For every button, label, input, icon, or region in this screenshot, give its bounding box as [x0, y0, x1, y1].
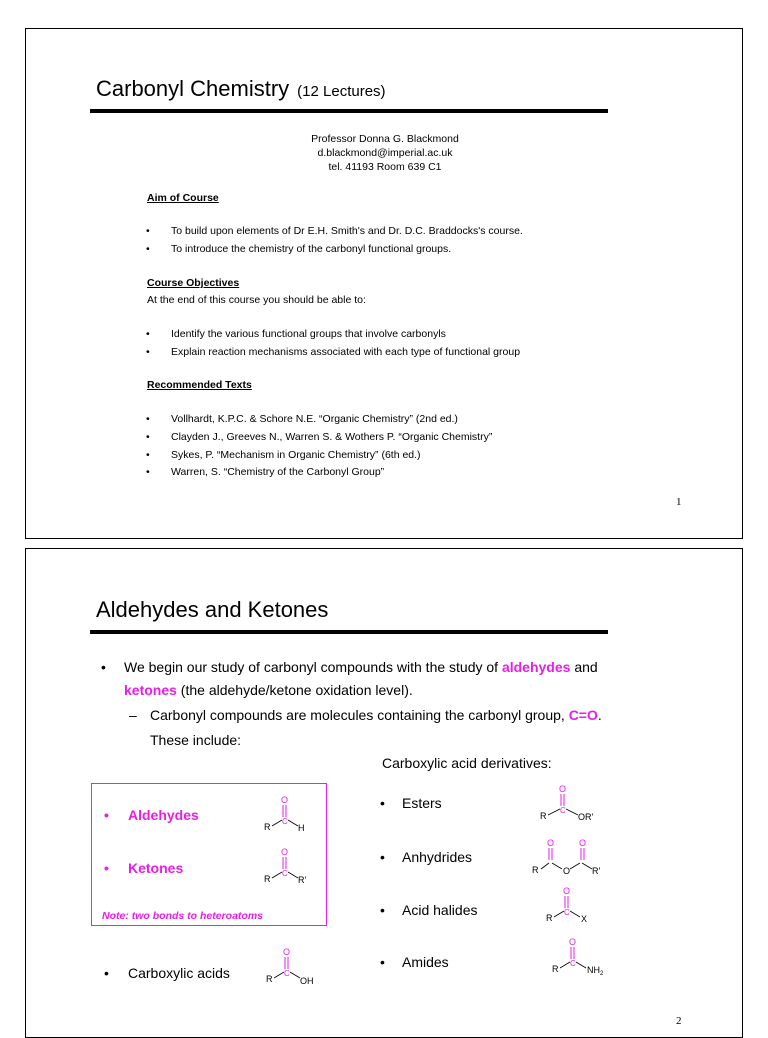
- professor-email: d.blackmond@imperial.ac.uk: [317, 147, 453, 159]
- halogen-atom: X: [581, 914, 588, 924]
- aldehyde-structure: [264, 795, 324, 840]
- oxygen-atom: O: [579, 838, 587, 848]
- slide-1: [25, 28, 743, 539]
- derivative-label: Amides: [402, 954, 449, 970]
- title-rule: [90, 630, 608, 634]
- intro-text: (the aldehyde/ketone oxidation level).: [176, 682, 413, 698]
- intro-bullet: •: [101, 659, 106, 675]
- hydroxyl-group: OH: [300, 976, 314, 986]
- oxygen-atom: O: [281, 847, 289, 857]
- box-item-ketones: • Ketones: [104, 860, 184, 876]
- derivative-item-esters: • Esters: [380, 795, 442, 811]
- r-group: R: [540, 811, 547, 821]
- alkoxy-group: OR': [578, 812, 594, 822]
- derivatives-heading: Carboxylic acid derivatives:: [382, 755, 552, 771]
- amide-structure: [552, 937, 622, 984]
- r-group: R: [552, 964, 559, 974]
- r-group: R: [266, 974, 273, 984]
- oxygen-atom: O: [569, 937, 577, 947]
- oxygen-atom: O: [281, 795, 289, 805]
- amino-subscript: 2: [600, 971, 604, 977]
- acid-halide-structure: [546, 886, 606, 933]
- page-number: 1: [676, 496, 682, 508]
- objective-item-text: Explain reaction mechanisms associated with each type of functional group: [171, 346, 521, 358]
- slide-2: [25, 548, 743, 1038]
- oxygen-atom: O: [547, 838, 555, 848]
- r-prime-group: R': [298, 875, 307, 885]
- objective-item: • Identify the various functional groups that involve carbonyls: [146, 328, 446, 340]
- derivative-label: Acid halides: [402, 902, 478, 918]
- oxygen-atom: O: [283, 947, 291, 957]
- text-item-text: Clayden J., Greeves N., Warren S. & Wothers P. “Organic Chemistry”: [171, 431, 493, 443]
- professor-name: Professor Donna G. Blackmond: [311, 133, 459, 145]
- carbonyl-highlight: C=O: [568, 707, 598, 723]
- sub-line-1: [150, 707, 602, 723]
- intro-text: We begin our study of carbonyl compounds with the study of: [124, 659, 502, 675]
- derivative-label: Esters: [402, 795, 442, 811]
- box-item-label: Aldehydes: [128, 807, 199, 823]
- aim-heading: Aim of Course: [147, 192, 219, 204]
- r-group: R: [532, 865, 539, 875]
- title-text: Carbonyl Chemistry: [96, 76, 290, 101]
- text-item-text: Sykes, P. “Mechanism in Organic Chemistry” (6th ed.): [171, 449, 421, 461]
- sub-text: Carbonyl compounds are molecules containing the carbonyl group,: [150, 707, 569, 723]
- derivative-item-acid-halides: • Acid halides: [380, 902, 478, 918]
- texts-heading: Recommended Texts: [147, 379, 252, 391]
- hydrogen-atom: H: [298, 823, 305, 833]
- carboxylic-acid-structure: [266, 947, 330, 994]
- title-subtitle: (12 Lectures): [297, 83, 386, 100]
- objective-item-text: Identify the various functional groups that involve carbonyls: [171, 328, 446, 340]
- aim-item-text: To build upon elements of Dr E.H. Smith's and Dr. D.C. Braddocks's course.: [171, 225, 523, 237]
- r-prime-group: R': [592, 866, 601, 876]
- carbon-atom: C: [282, 817, 288, 826]
- amino-nh: NH: [587, 965, 600, 975]
- text-item: • Warren, S. “Chemistry of the Carbonyl Group”: [146, 466, 385, 478]
- intro-line-1: [124, 659, 598, 675]
- text-item-text: Vollhardt, K.P.C. & Schore N.E. “Organic Chemistry” (2nd ed.): [171, 413, 458, 425]
- anhydride-structure: [532, 838, 622, 887]
- derivative-item-anhydrides: • Anhydrides: [380, 849, 473, 865]
- amino-group: [587, 965, 604, 977]
- objective-item: • Explain reaction mechanisms associated with each type of functional group: [146, 346, 521, 358]
- oxygen-atom: O: [559, 784, 567, 794]
- objectives-heading: Course Objectives: [147, 277, 240, 289]
- objectives-intro: At the end of this course you should be able to:: [147, 294, 366, 306]
- sub-text: .: [597, 707, 602, 723]
- ketone-structure: [264, 847, 324, 892]
- oxygen-atom: O: [563, 886, 571, 896]
- text-item: • Vollhardt, K.P.C. & Schore N.E. “Organic Chemistry” (2nd ed.): [146, 413, 458, 425]
- box-item-label: Ketones: [128, 860, 184, 876]
- text-item: • Clayden J., Greeves N., Warren S. & Wothers P. “Organic Chemistry”: [146, 431, 493, 443]
- derivative-item-amides: • Amides: [380, 954, 449, 970]
- r-group: R: [546, 913, 553, 923]
- intro-line-2: [124, 682, 413, 698]
- title-rule: [90, 109, 608, 113]
- text-item: • Sykes, P. “Mechanism in Organic Chemistry” (6th ed.): [146, 449, 421, 461]
- ester-structure: [534, 784, 604, 831]
- aim-item: • To introduce the chemistry of the carbonyl functional groups.: [146, 243, 452, 255]
- aim-item-text: To introduce the chemistry of the carbonyl functional groups.: [171, 243, 452, 255]
- page-number: 2: [676, 1015, 682, 1027]
- aim-item: • To build upon elements of Dr E.H. Smith's and Dr. D.C. Braddocks's course.: [146, 225, 523, 237]
- derivative-label: Anhydrides: [402, 849, 473, 865]
- slide-title: [96, 76, 386, 102]
- sub-dash: –: [129, 707, 137, 723]
- carboxylic-acids-item: • Carboxylic acids: [104, 965, 230, 981]
- text-item-text: Warren, S. “Chemistry of the Carbonyl Group”: [171, 466, 385, 478]
- aldehydes-highlight: aldehydes: [501, 659, 571, 675]
- carbon-atom: C: [560, 806, 566, 815]
- r-group: R: [264, 874, 271, 884]
- sub-line-2: These include:: [150, 732, 242, 748]
- bridging-oxygen-atom: O: [563, 866, 571, 876]
- carbon-atom: C: [284, 969, 290, 978]
- carboxylic-acids-label: Carboxylic acids: [128, 965, 230, 981]
- slide-title: Aldehydes and Ketones: [96, 597, 329, 622]
- carbon-atom: C: [282, 869, 288, 878]
- carbon-atom: C: [570, 959, 576, 968]
- r-group: R: [264, 822, 271, 832]
- professor-contact: tel. 41193 Room 639 C1: [328, 161, 442, 173]
- box-note: Note: two bonds to heteroatoms: [102, 910, 263, 922]
- intro-text: and: [570, 659, 598, 675]
- ketones-highlight: ketones: [124, 682, 177, 698]
- box-item-aldehydes: • Aldehydes: [104, 807, 199, 823]
- carbon-atom: C: [564, 908, 570, 917]
